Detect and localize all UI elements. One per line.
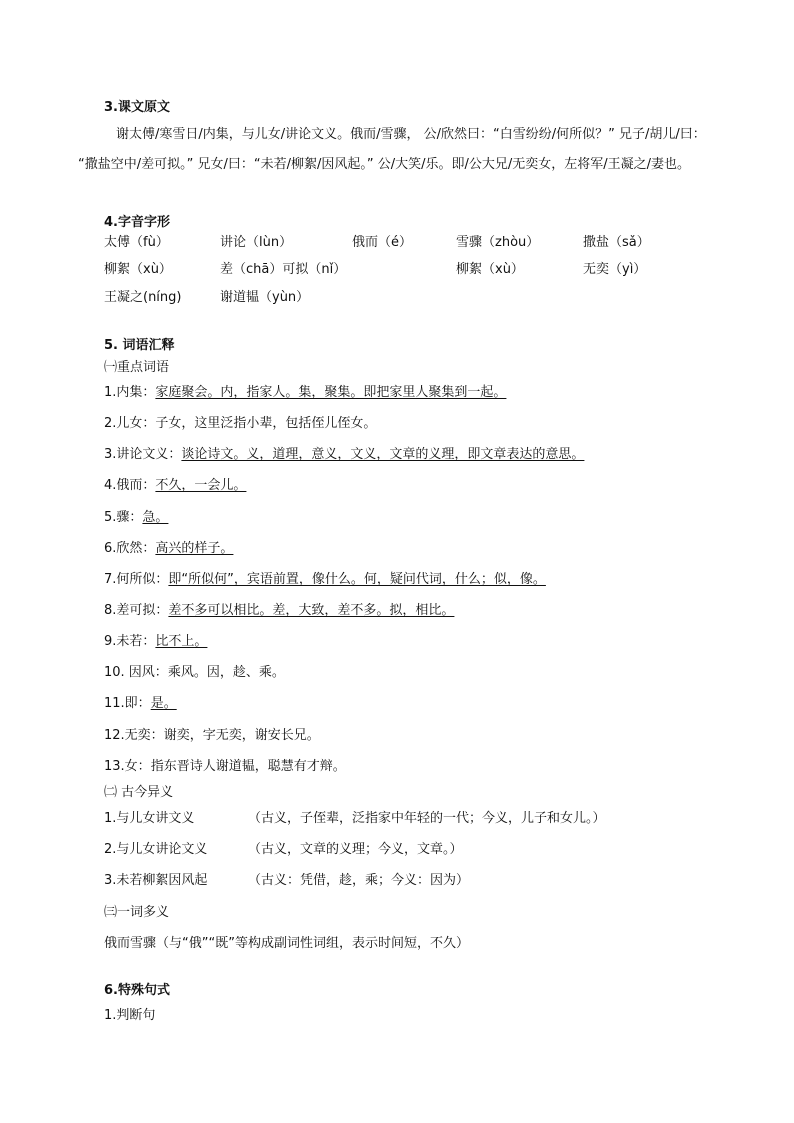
gujin-subheading: ㈡ 古今异义 [104,785,174,800]
pron-cell: 差（chā）可拟（nǐ） [220,262,347,277]
pron-cell: 柳絮（xù） [456,262,524,277]
list-item: 2.与儿女讲论文义 [104,842,208,857]
section-5-heading: 5. 词语汇释 [104,338,175,353]
pron-cell: 雪骤（zhòu） [456,235,540,250]
list-item: 2.儿女：子女，这里泛指小辈，包括侄儿侄女。 [104,416,377,431]
list-item: 3.讲论文义：谈论诗文。义，道理，意义，文义，文章的义理，即文章表达的意思。 [104,447,585,462]
original-text-line-2: “撒盐空中/差可拟。” 兄女/曰：“未若/柳絮/因风起。” 公/大笑/乐。即/公大兄/无奕女，左将军/王凝之/妻也。 [78,157,691,172]
list-item: 1.内集：家庭聚会。内，指家人。集，聚集。即把家里人聚集到一起。 [104,385,507,400]
key-words-subheading: ㈠重点词语 [104,360,170,375]
section-6-heading: 6.特殊句式 [104,983,170,998]
list-item: 8.差可拟：差不多可以相比。差，大致，差不多。拟，相比。 [104,603,455,618]
list-item: 7.何所似：即“所似何”，宾语前置，像什么。何，疑问代词，什么；似，像。 [104,572,546,587]
list-item: 4.俄而：不久，一会儿。 [104,478,247,493]
pron-cell: 俄而（é） [352,235,412,250]
list-item: 10. 因风：乘风。因，趁、乘。 [104,665,285,680]
list-item: 12.无奕：谢奕，字无奕，谢安长兄。 [104,728,320,743]
list-item: 13.女：指东晋诗人谢道韫，聪慧有才辩。 [104,759,346,774]
section-3-heading: 3.课文原文 [104,100,170,115]
pron-cell: 撒盐（sǎ） [583,235,650,250]
pron-cell: 无奕（yì） [583,262,647,277]
polysemy-example: 俄而雪骤（与“俄”“既”等构成副词性词组，表示时间短，不久） [104,936,469,951]
list-item-note: （古义：凭借，趁，乘；今义：因为） [248,873,470,888]
pron-cell: 王凝之(níng) [104,290,182,305]
list-item: 1.判断句 [104,1008,156,1023]
list-item: 6.欣然：高兴的样子。 [104,541,234,556]
section-4-heading: 4.字音字形 [104,215,170,230]
list-item-note: （古义，文章的义理；今义，文章。） [248,842,463,857]
list-item: 3.未若柳絮因风起 [104,873,208,888]
pron-cell: 太傅（fù） [104,235,169,250]
pron-cell: 柳絮（xù） [104,262,172,277]
list-item-note: （古义，子侄辈，泛指家中年轻的一代；今义，儿子和女儿。） [248,811,606,826]
pron-cell: 谢道韫（yùn） [220,290,310,305]
list-item: 9.未若：比不上。 [104,634,208,649]
original-text-line-1: 谢太傅/寒雪日/内集，与儿女/讲论文义。俄而/雪骤， 公/欣然曰：“白雪纷纷/何所似？” 兄子/胡儿/曰： [116,127,706,142]
polysemy-subheading: ㈢一词多义 [104,905,170,920]
list-item: 5.骤：急。 [104,510,169,525]
pron-cell: 讲论（lùn） [220,235,293,250]
list-item: 1.与儿女讲文义 [104,811,195,826]
list-item: 11.即：是。 [104,696,177,711]
